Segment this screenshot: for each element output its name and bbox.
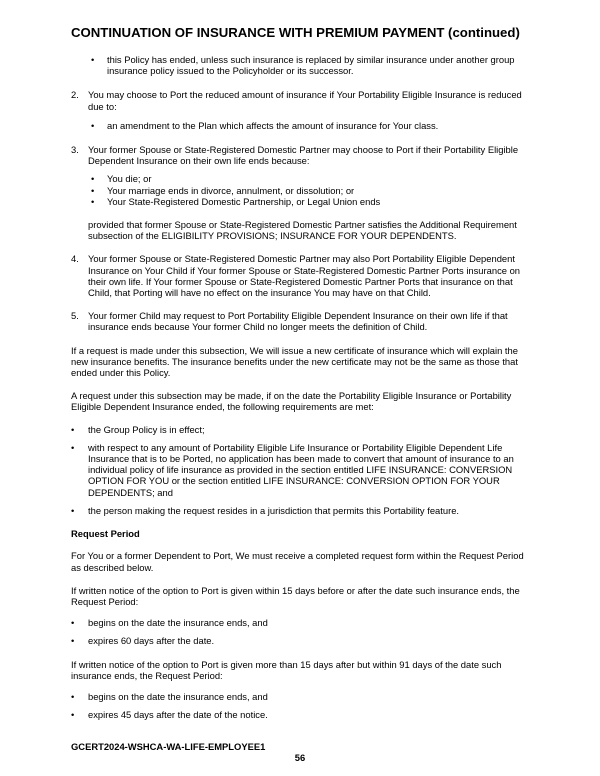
list-item: • expires 45 days after the date of the notice.: [71, 709, 531, 720]
page-number: 56: [294, 752, 306, 763]
item-number: 2.: [71, 89, 79, 101]
paragraph: If written notice of the option to Port is given within 15 days before or after the date such insurance ends, the Request Period:: [71, 584, 520, 607]
list-item: • an amendment to the Plan which affects the amount of insurance for Your class.: [71, 120, 531, 131]
list-item: • with respect to any amount of Portability Eligible Life Insurance or Portability Eligible Dependent Life Insurance that is to be Ported, no application has been made to convert that amount of insurance to an individual policy of life insurance as provided in the section entitled LIFE INSURANCE: CONVERSION OPTION FOR YOU or the section entitled LIFE INSURANCE: CONVERSION OPTION FOR YOUR DEPENDENTS; and: [71, 442, 531, 498]
numbered-item-3: [71, 144, 531, 166]
section-heading: Request Period: [71, 528, 140, 540]
page-title: CONTINUATION OF INSURANCE WITH PREMIUM PAYMENT (continued): [71, 25, 520, 40]
numbered-item-5: [71, 310, 531, 332]
document-body: [71, 50, 531, 720]
item-number: 3.: [71, 144, 79, 156]
item-text: You may choose to Port the reduced amount of insurance if Your Portability Eligible Insurance is reduced due to:: [88, 89, 522, 112]
list-item: • begins on the date the insurance ends, and: [71, 617, 531, 628]
item-continuation: provided that former Spouse or State-Registered Domestic Partner satisfies the Additional Requirement subsection of the ELIGIBILITY PROVISIONS; INSURANCE FOR YOUR DEPENDENTS.: [88, 219, 517, 242]
item-number: 5.: [71, 310, 79, 322]
paragraph: A request under this subsection may be made, if on the date the Portability Eligible Insurance or Portability Eligible Dependent Insurance ended, the following requirements are met:: [71, 390, 512, 413]
list-item: • Your State-Registered Domestic Partnership, or Legal Union ends: [71, 196, 531, 207]
item-text: Your former Child may request to Port Portability Eligible Dependent Insurance on their own life if that insurance ends because Your former Child no longer meets the definition of Child.: [88, 310, 508, 333]
list-item: • You die; or: [71, 173, 531, 184]
numbered-item-2: [71, 89, 531, 111]
paragraph: For You or a former Dependent to Port, We must receive a completed request form within the Request Period as described below.: [71, 550, 524, 573]
item-text: Your former Spouse or State-Registered Domestic Partner may choose to Port if their Portability Eligible Dependent Insurance on their own life ends because:: [88, 144, 519, 167]
item-text: Your former Spouse or State-Registered Domestic Partner may also Port Portability Eligible Dependent Insurance on Your Child if Your former Spouse or State-Registered Domestic Partner Ports insurance on their own life. If Your former Spouse or State-Registered Domestic Partner Ports that insurance on that Child, that Porting will have no effect on the insurance You may have on that Child.: [88, 253, 520, 299]
list-item: • expires 60 days after the date.: [71, 635, 531, 646]
list-item: • the Group Policy is in effect;: [71, 424, 531, 435]
paragraph: If written notice of the option to Port is given more than 15 days after but within 91 days of the date such insurance ends, the Request Period:: [71, 658, 502, 681]
numbered-item-4: [71, 253, 531, 298]
footer-code: GCERT2024-WSHCA-WA-LIFE-EMPLOYEE1: [71, 741, 266, 752]
list-item: • begins on the date the insurance ends, and: [71, 691, 531, 702]
paragraph: If a request is made under this subsection, We will issue a new certificate of insurance which will explain the new insurance benefits. The insurance benefits under the new certificate may not be the same as those that ended under this Policy.: [71, 344, 518, 379]
list-item: • this Policy has ended, unless such insurance is replaced by similar insurance under another group insurance policy issued to the Policyholder or its successor.: [71, 54, 531, 76]
list-item: • the person making the request resides in a jurisdiction that permits this Portability feature.: [71, 505, 531, 516]
item-number: 4.: [71, 253, 79, 265]
list-item: • Your marriage ends in divorce, annulment, or dissolution; or: [71, 185, 531, 196]
